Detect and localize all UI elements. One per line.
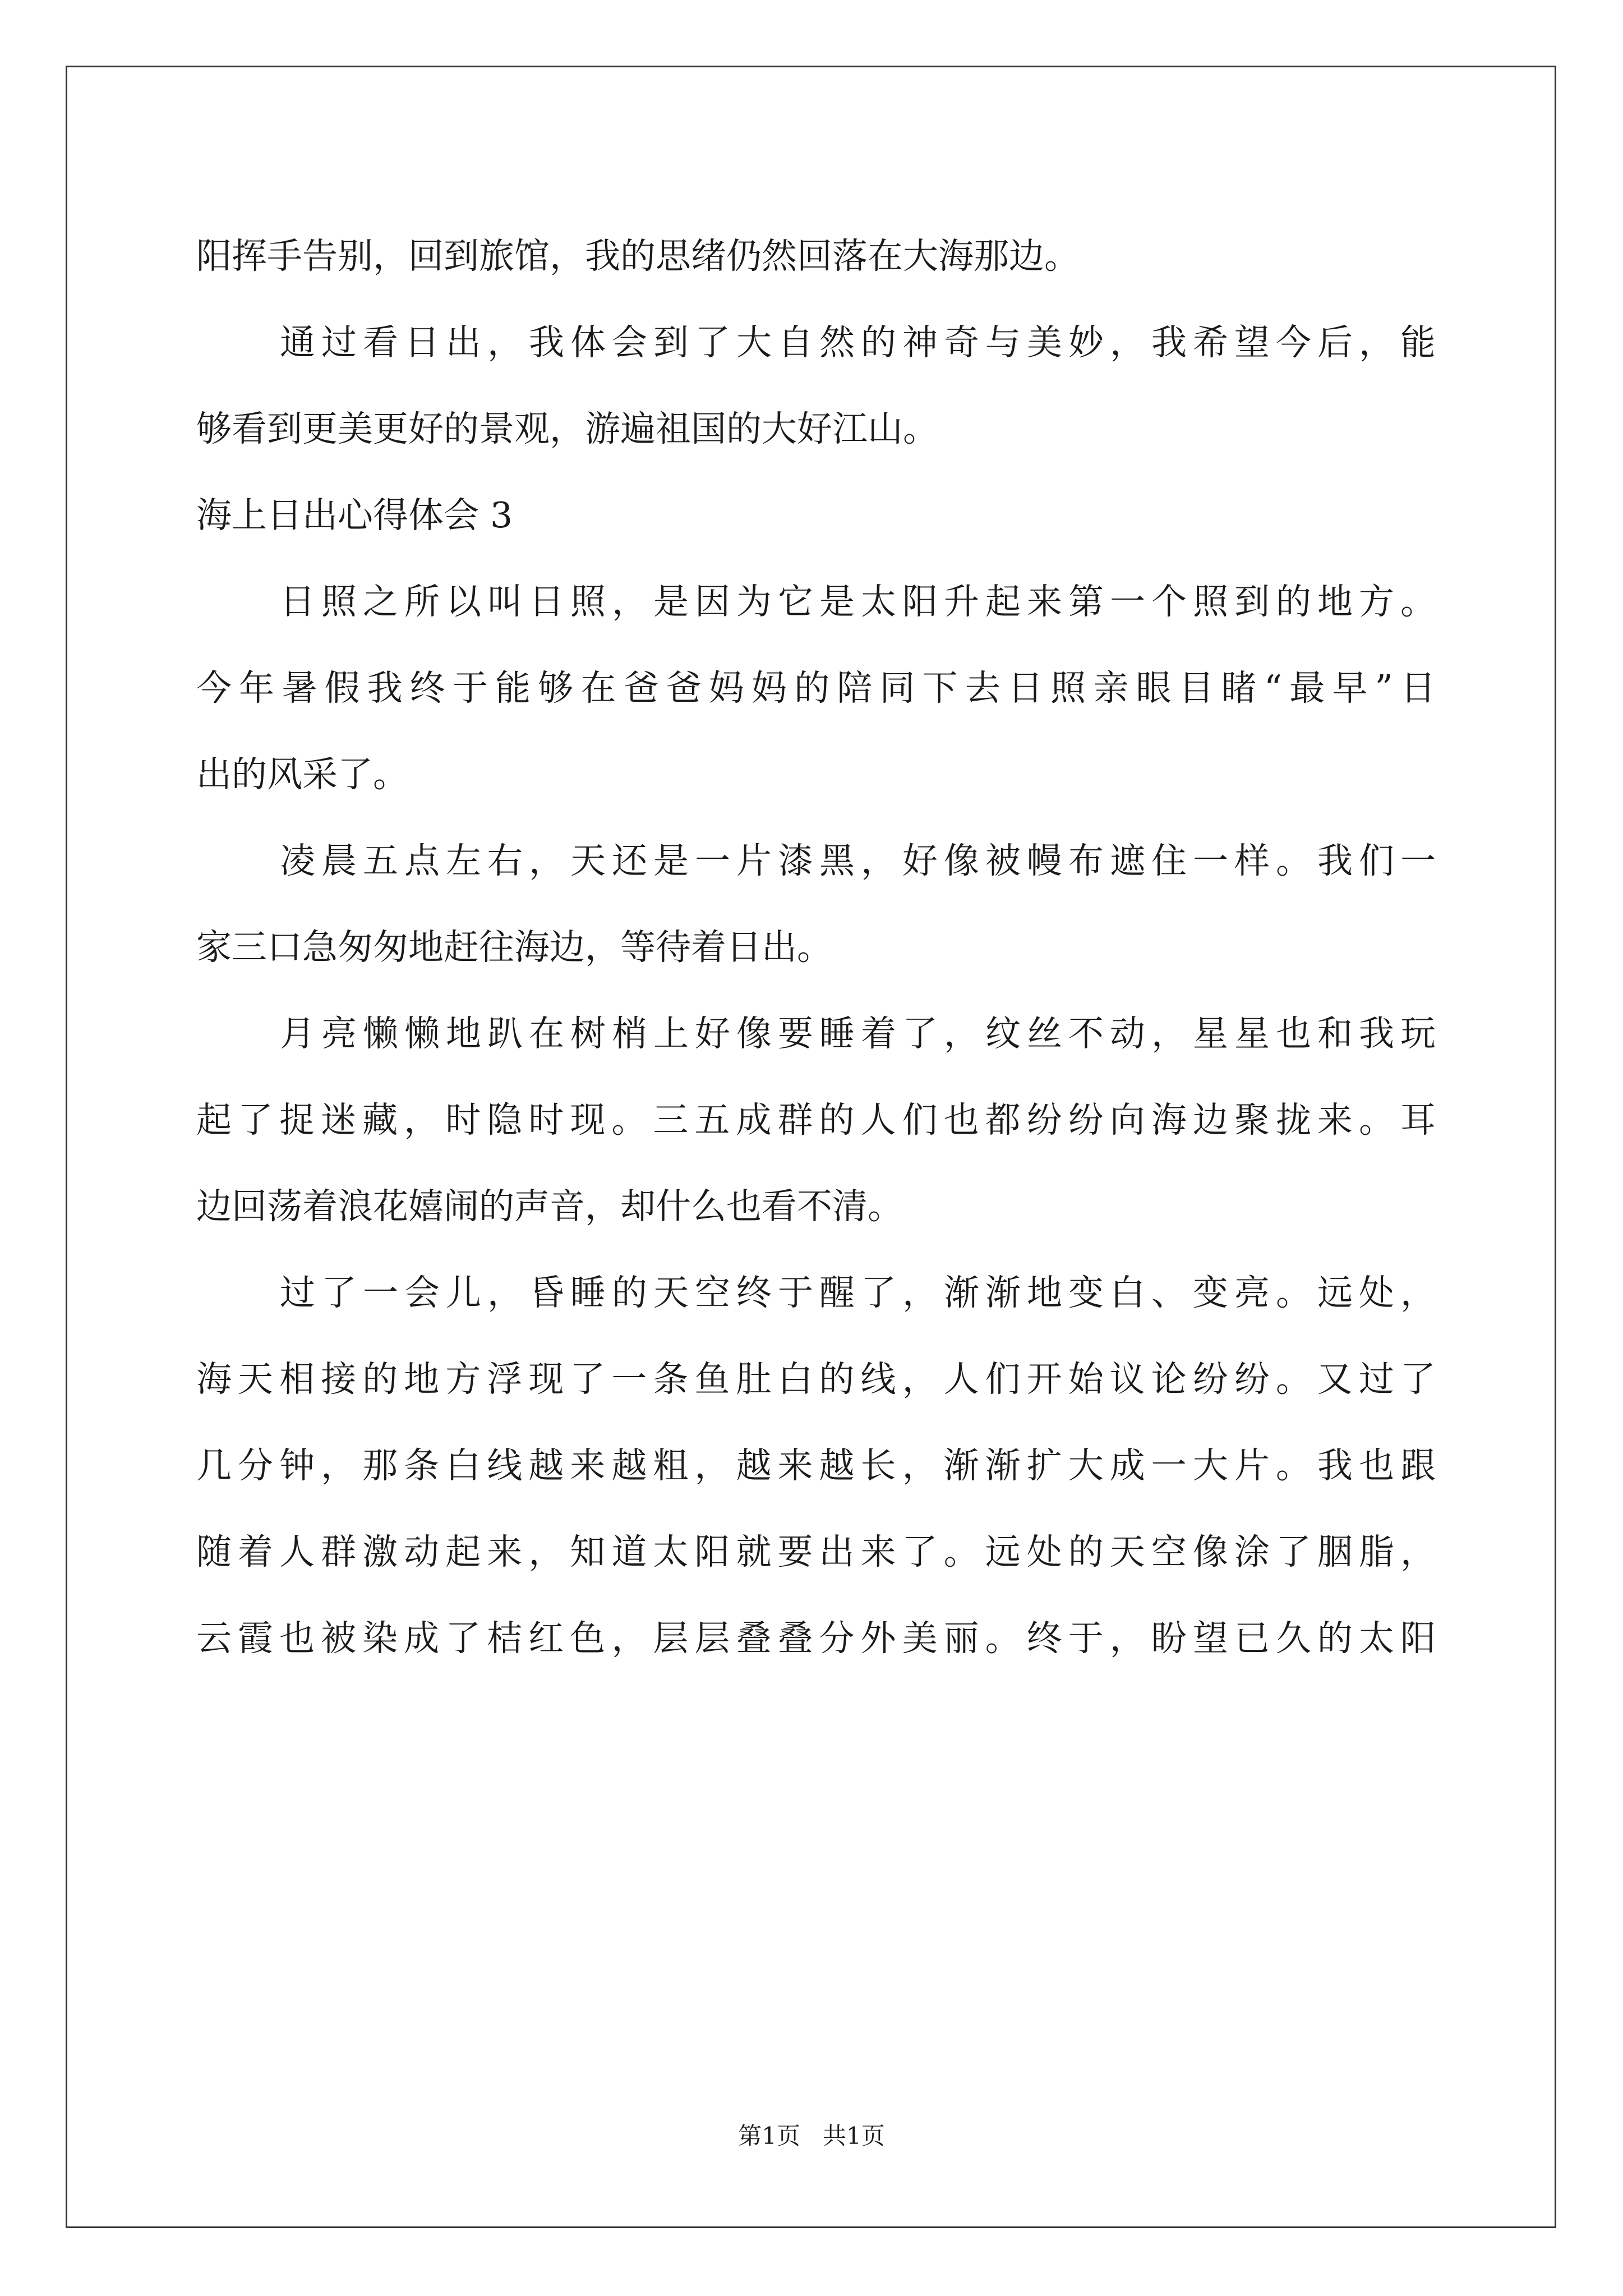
text-line: 家三口急匆匆地赶往海边，等待着日出。 [196, 927, 832, 968]
text-line: 云霞也被染成了桔红色，层层叠叠分外美丽。终于，盼望已久的太阳 [196, 1618, 1436, 1659]
section-heading: 海上日出心得体会 3 [196, 495, 513, 536]
text-line: 阳挥手告别，回到旅馆，我的思绪仍然回落在大海那边。 [196, 236, 1080, 277]
text-line: 凌晨五点左右，天还是一片漆黑，好像被幔布遮住一样。我们一 [280, 840, 1436, 881]
text-line: 海天相接的地方浮现了一条鱼肚白的线，人们开始议论纷纷。又过了 [196, 1359, 1436, 1400]
text-line: 今年暑假我终于能够在爸爸妈妈的陪同下去日照亲眼目睹“最早”日 [196, 668, 1436, 708]
text-line: 过了一会儿，昏睡的天空终于醒了，渐渐地变白、变亮。远处， [280, 1272, 1436, 1313]
text-line: 起了捉迷藏，时隐时现。三五成群的人们也都纷纷向海边聚拢来。耳 [196, 1099, 1436, 1140]
text-line: 边回荡着浪花嬉闹的声音，却什么也看不清。 [196, 1186, 903, 1227]
text-line: 月亮懒懒地趴在树梢上好像要睡着了，纹丝不动，星星也和我玩 [280, 1013, 1436, 1054]
text-line: 几分钟，那条白线越来越粗，越来越长，渐渐扩大成一大片。我也跟 [196, 1445, 1436, 1486]
text-line: 够看到更美更好的景观，游遍祖国的大好江山。 [196, 408, 938, 449]
document-body [196, 213, 1436, 1682]
page-footer: 第1页 共1页 [738, 2122, 885, 2150]
text-line: 出的风采了。 [196, 754, 408, 795]
text-line: 随着人群激动起来，知道太阳就要出来了。远处的天空像涂了胭脂， [196, 1531, 1436, 1572]
text-line: 日照之所以叫日照，是因为它是太阳升起来第一个照到的地方。 [280, 581, 1436, 622]
text-line: 通过看日出，我体会到了大自然的神奇与美妙，我希望今后，能 [280, 322, 1436, 363]
